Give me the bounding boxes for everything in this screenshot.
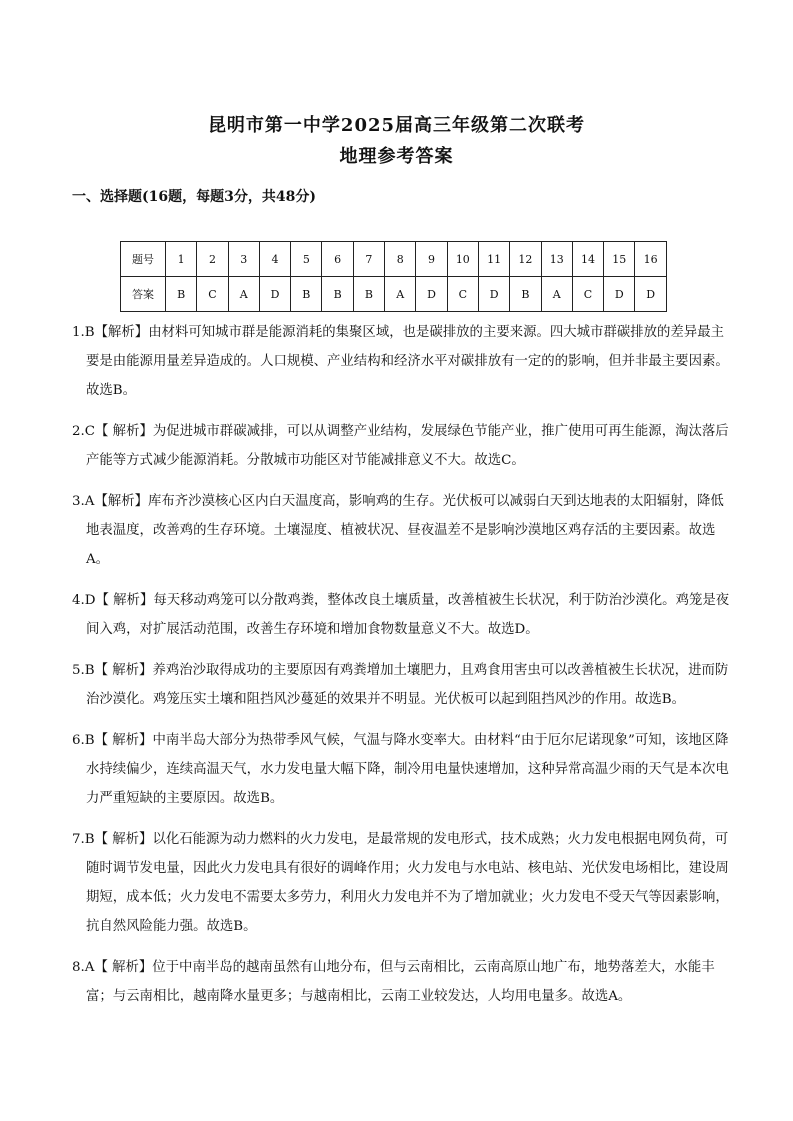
answer-letter: C [197,277,228,312]
analysis-tag: 【解析】 [94,494,149,509]
answer-table [120,241,667,312]
question-number: 13 [541,242,572,277]
question-number: 3 [228,242,259,277]
question-number: 2 [197,242,228,277]
explanation-item [72,417,732,475]
answer-letter: B [353,277,384,312]
explanation-text: 为促进城市群碳减排，可以从调整产业结构，发展绿色节能产业，推广使用可再生能源，淘汰落后产能等方式减少能源消耗。分散城市功能区对节能减排意义不大。故选C。 [86,424,729,468]
answer-letter: D [604,277,635,312]
answer-letter: B [166,277,197,312]
answer-letter: D [416,277,447,312]
explanation-text: 库布齐沙漠核心区内白天温度高，影响鸡的生存。光伏板可以减弱白天到达地表的太阳辐射，降低地表温度，改善鸡的生存环境。土壤湿度、植被状况、昼夜温差不是影响沙漠地区鸡存活的主要因素。故选A。 [86,494,724,567]
explanation-text: 中南半岛大部分为热带季风气候，气温与降水变率大。由材料“由于厄尔尼诺现象”可知，该地区降水持续偏少，连续高温天气，水力发电量大幅下降，制冷用电量快速增加，这种异常高温少雨的天气是本次电力严重短缺的主要原因。故选B。 [86,733,729,806]
answer-letter: A [385,277,416,312]
question-answer: 2.C [72,424,96,439]
answer-letter: B [510,277,541,312]
explanation-item [72,318,732,405]
question-number: 4 [259,242,290,277]
answer-letter: D [635,277,666,312]
explanation-item [72,825,732,941]
answer-letter: B [322,277,353,312]
analysis-tag: 【 解析】 [94,733,153,748]
explanation-item [72,487,732,574]
analysis-tag: 【 解析】 [95,593,154,608]
question-number: 10 [447,242,478,277]
explanations-list [72,318,732,1023]
explanation-text: 养鸡治沙取得成功的主要原因有鸡粪增加土壤肥力，且鸡食用害虫可以改善植被生长状况，进而防治沙漠化。鸡笼压实土壤和阻挡风沙蔓延的效果并不明显。光伏板可以起到阻挡风沙的作用。故选B。 [86,663,729,707]
exam-title: 昆明市第一中学2025届高三年级第二次联考 [207,115,586,136]
analysis-tag: 【 解析】 [94,960,153,975]
answer-letter: C [447,277,478,312]
answer-letter: A [541,277,572,312]
question-number: 12 [510,242,541,277]
analysis-tag: 【 解析】 [95,424,153,439]
question-answer: 4.D [72,593,96,608]
question-number: 5 [291,242,322,277]
question-number: 1 [166,242,197,277]
question-answer: 5.B [72,663,95,678]
question-number: 7 [353,242,384,277]
explanation-item [72,656,732,714]
analysis-tag: 【 解析】 [94,663,153,678]
explanation-item [72,726,732,813]
question-number: 14 [572,242,603,277]
answer-letter: A [228,277,259,312]
answer-letter: D [259,277,290,312]
question-answer: 8.A [72,960,95,975]
question-number: 8 [385,242,416,277]
analysis-tag: 【解析】 [94,325,149,340]
question-answer: 7.B [72,832,95,847]
question-number: 11 [478,242,509,277]
explanation-text: 以化石能源为动力燃料的火力发电，是最常规的发电形式，技术成熟；火力发电根据电网负荷，可随时调节发电量，因此火力发电具有很好的调峰作用；火力发电与水电站、核电站、光伏发电场相比，建设周期短，成本低；火力发电不需要太多劳力，利用火力发电并不为了增加就业；火力发电不受天气等因素影响，抗自然风险能力强。故选B。 [86,832,729,934]
answer-letter: D [478,277,509,312]
explanation-text: 由材料可知城市群是能源消耗的集聚区域，也是碳排放的主要来源。四大城市群碳排放的差异最主要是由能源用量差异造成的。人口规模、产业结构和经济水平对碳排放有一定的的影响，但并非最主要因素。故选B。 [86,325,729,398]
question-number: 15 [604,242,635,277]
question-number: 16 [635,242,666,277]
question-number: 6 [322,242,353,277]
explanation-text: 位于中南半岛的越南虽然有山地分布，但与云南相比，云南高原山地广布，地势落差大，水能丰富；与云南相比，越南降水量更多；与越南相比，云南工业较发达，人均用电量多。故选A。 [86,960,715,1004]
question-answer: 1.B [72,325,95,340]
answer-row [121,277,667,312]
answer-key-title: 地理参考答案 [339,146,454,167]
answer-letter: C [572,277,603,312]
question-answer: 6.B [72,733,95,748]
answer-letter: B [291,277,322,312]
explanation-text: 每天移动鸡笼可以分散鸡粪，整体改良土壤质量，改善植被生长状况，利于防治沙漠化。鸡笼是夜间入鸡，对扩展活动范围，改善生存环境和增加食物数量意义不大。故选D。 [86,593,730,637]
row-header-question: 题号 [121,242,166,277]
question-answer: 3.A [72,494,95,509]
explanation-item [72,953,732,1011]
question-number-row [121,242,667,277]
section-heading: 一、选择题(16题，每题3分，共48分) [72,189,316,205]
question-number: 9 [416,242,447,277]
explanation-item [72,586,732,644]
row-header-answer: 答案 [121,277,166,312]
analysis-tag: 【 解析】 [94,832,153,847]
